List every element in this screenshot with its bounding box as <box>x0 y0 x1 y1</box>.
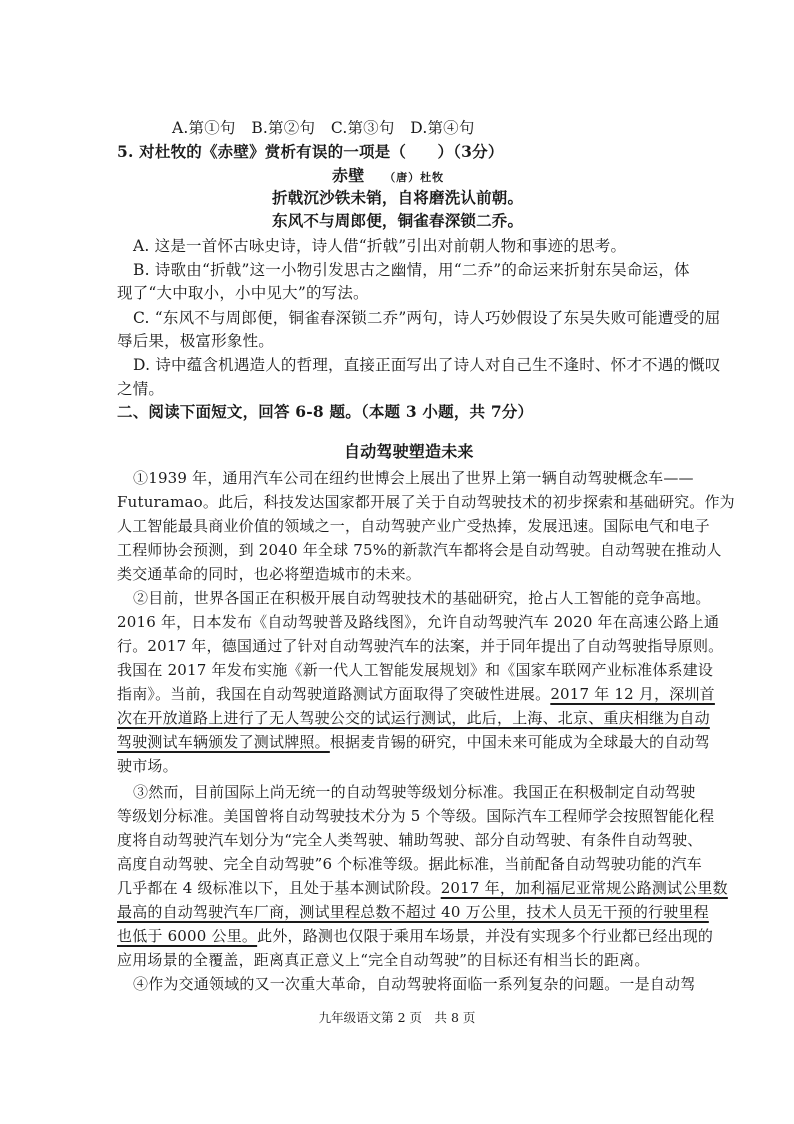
q5-stem: 5. 对杜牧的《赤壁》赏析有误的一项是（ ）（3分） <box>117 142 504 161</box>
p3-line-5-text: 几乎都在 4 级标准以下，且处于基本测试阶段。 <box>117 879 441 897</box>
p3-underlined-start: 2017 年，加利福尼亚常规公路测试公里数 <box>440 879 728 897</box>
p2-underlined-start: 2017 年 12 月，深圳首 <box>550 685 715 703</box>
p4-line-1: ④作为交通领域的又一次重大革命，自动驾驶将面临一系列复杂的问题。一是自动驾 <box>133 975 696 993</box>
q5-option-d-line-2: 之情。 <box>117 380 165 398</box>
p3-line-7-text: 此外，路测也仅限于乘用车场景，并没有实现多个行业都已经出现的 <box>257 927 714 945</box>
p3-underlined-line-6: 最高的自动驾驶汽车厂商，测试里程总数不超过 40 万公里，技术人员无干预的行驶里程 <box>117 903 709 921</box>
page-footer: 九年级语文第 2 页 共 8 页 <box>318 1010 476 1025</box>
p2-underlined-line-6: 次在开放道路上进行了无人驾驶公交的试运行测试，此后，上海、北京、重庆相继为自动 <box>117 709 710 727</box>
p3-line-3: 度将自动驾驶汽车划分为“完全人类驾驶、辅助驾驶、部分自动驾驶、有条件自动驾驶、 <box>117 831 703 849</box>
p3-line-2: 等级划分标准。美国曾将自动驾驶技术分为 5 个等级。国际汽车工程师学会按照智能化程 <box>117 807 715 825</box>
p2-line-7-text: 根据麦肯锡的研究，中国未来可能成为全球最大的自动驾 <box>329 733 710 751</box>
q5-option-a: A. 这是一首怀古咏史诗，诗人借“折戟”引出对前朝人物和事迹的思考。 <box>133 237 627 255</box>
p3-line-7 <box>117 926 713 946</box>
poem-title-text: 赤壁 <box>332 166 365 185</box>
q5-option-d-line-1: D. 诗中蕴含机遇造人的哲理，直接正面写出了诗人对自己生不逢时、怀才不遇的慨叹 <box>133 356 721 374</box>
p1-line-1: ①1939 年，通用汽车公司在纽约世博会上展出了世界上第一辆自动驾驶概念车—— <box>133 469 694 487</box>
p1-line-2: Futuramao。此后，科技发达国家都开展了关于自动驾驶技术的初步探索和基础研究。作为 <box>117 493 735 511</box>
q5-option-b-line-2: 现了“大中取小，小中见大”的写法。 <box>117 284 369 302</box>
article-title: 自动驾驶塑造未来 <box>344 442 474 461</box>
p3-line-1: ③然而，目前国际上尚无统一的自动驾驶等级划分标准。我国正在积极制定自动驾驶 <box>133 783 696 801</box>
p1-line-3: 人工智能最具商业价值的领域之一，自动驾驶产业广受热捧，发展迅速。国际电气和电子 <box>117 517 710 535</box>
q5-option-c-line-2: 辱后果，极富形象性。 <box>117 332 275 350</box>
q5-option-b-line-1: B. 诗歌由“折戟”这一小物引发思古之幽情，用“二乔”的命运来折射东吴命运，体 <box>133 261 690 279</box>
poem-line-1: 折戟沉沙铁未销，自将磨洗认前朝。 <box>272 188 524 207</box>
p2-underlined-end: 驾驶测试车辆颁发了测试牌照。 <box>117 733 330 751</box>
poem-author: （唐）杜牧 <box>384 171 445 184</box>
q5-option-c-line-1: C. “东风不与周郎便，铜雀春深锁二乔”两句，诗人巧妙假设了东吴失败可能遭受的屈 <box>133 309 721 327</box>
p2-line-7 <box>117 732 710 752</box>
p3-line-8: 应用场景的全覆盖，距离真正意义上“完全自动驾驶”的目标还有相当长的距离。 <box>117 951 650 969</box>
p2-line-5 <box>117 684 715 704</box>
p3-underlined-end: 也低于 6000 公里。 <box>117 927 258 945</box>
p3-line-5 <box>117 878 728 898</box>
p2-line-1: ②目前，世界各国正在积极开展自动驾驶技术的基础研究，抢占人工智能的竞争高地。 <box>133 589 711 607</box>
p2-line-8: 驶市场。 <box>117 757 178 775</box>
p2-line-4: 我国在 2017 年发布实施《新一代人工智能发展规划》和《国家车联网产业标准体系建设 <box>117 661 714 679</box>
poem-title <box>332 166 444 188</box>
p2-line-3: 行。2017 年，德国通过了针对自动驾驶汽车的法案，并于同年提出了自动驾驶指导原则。 <box>117 637 724 655</box>
p2-line-2: 2016 年，日本发布《自动驾驶普及路线图》，允许自动驾驶汽车 2020 年在高速公路上通 <box>117 613 720 631</box>
poem-line-2: 东风不与周郎便，铜雀春深锁二乔。 <box>272 211 524 230</box>
q4-options: A.第①句 B.第②句 C.第③句 D.第④句 <box>172 119 475 137</box>
p1-line-5: 类交通革命的同时，也必将塑造城市的未来。 <box>117 565 422 583</box>
p1-line-4: 工程师协会预测，到 2040 年全球 75%的新款汽车都将会是自动驾驶。自动驾驶在推动人 <box>117 541 722 559</box>
p2-line-5-text: 指南》。当前，我国在自动驾驶道路测试方面取得了突破性进展。 <box>117 685 551 703</box>
section-2-heading: 二、阅读下面短文，回答 6-8 题。（本题 3 小题，共 7分） <box>117 402 534 421</box>
p3-line-4: 高度自动驾驶、完全自动驾驶”6 个标准等级。据此标准，当前配备自动驾驶功能的汽车 <box>117 855 702 873</box>
